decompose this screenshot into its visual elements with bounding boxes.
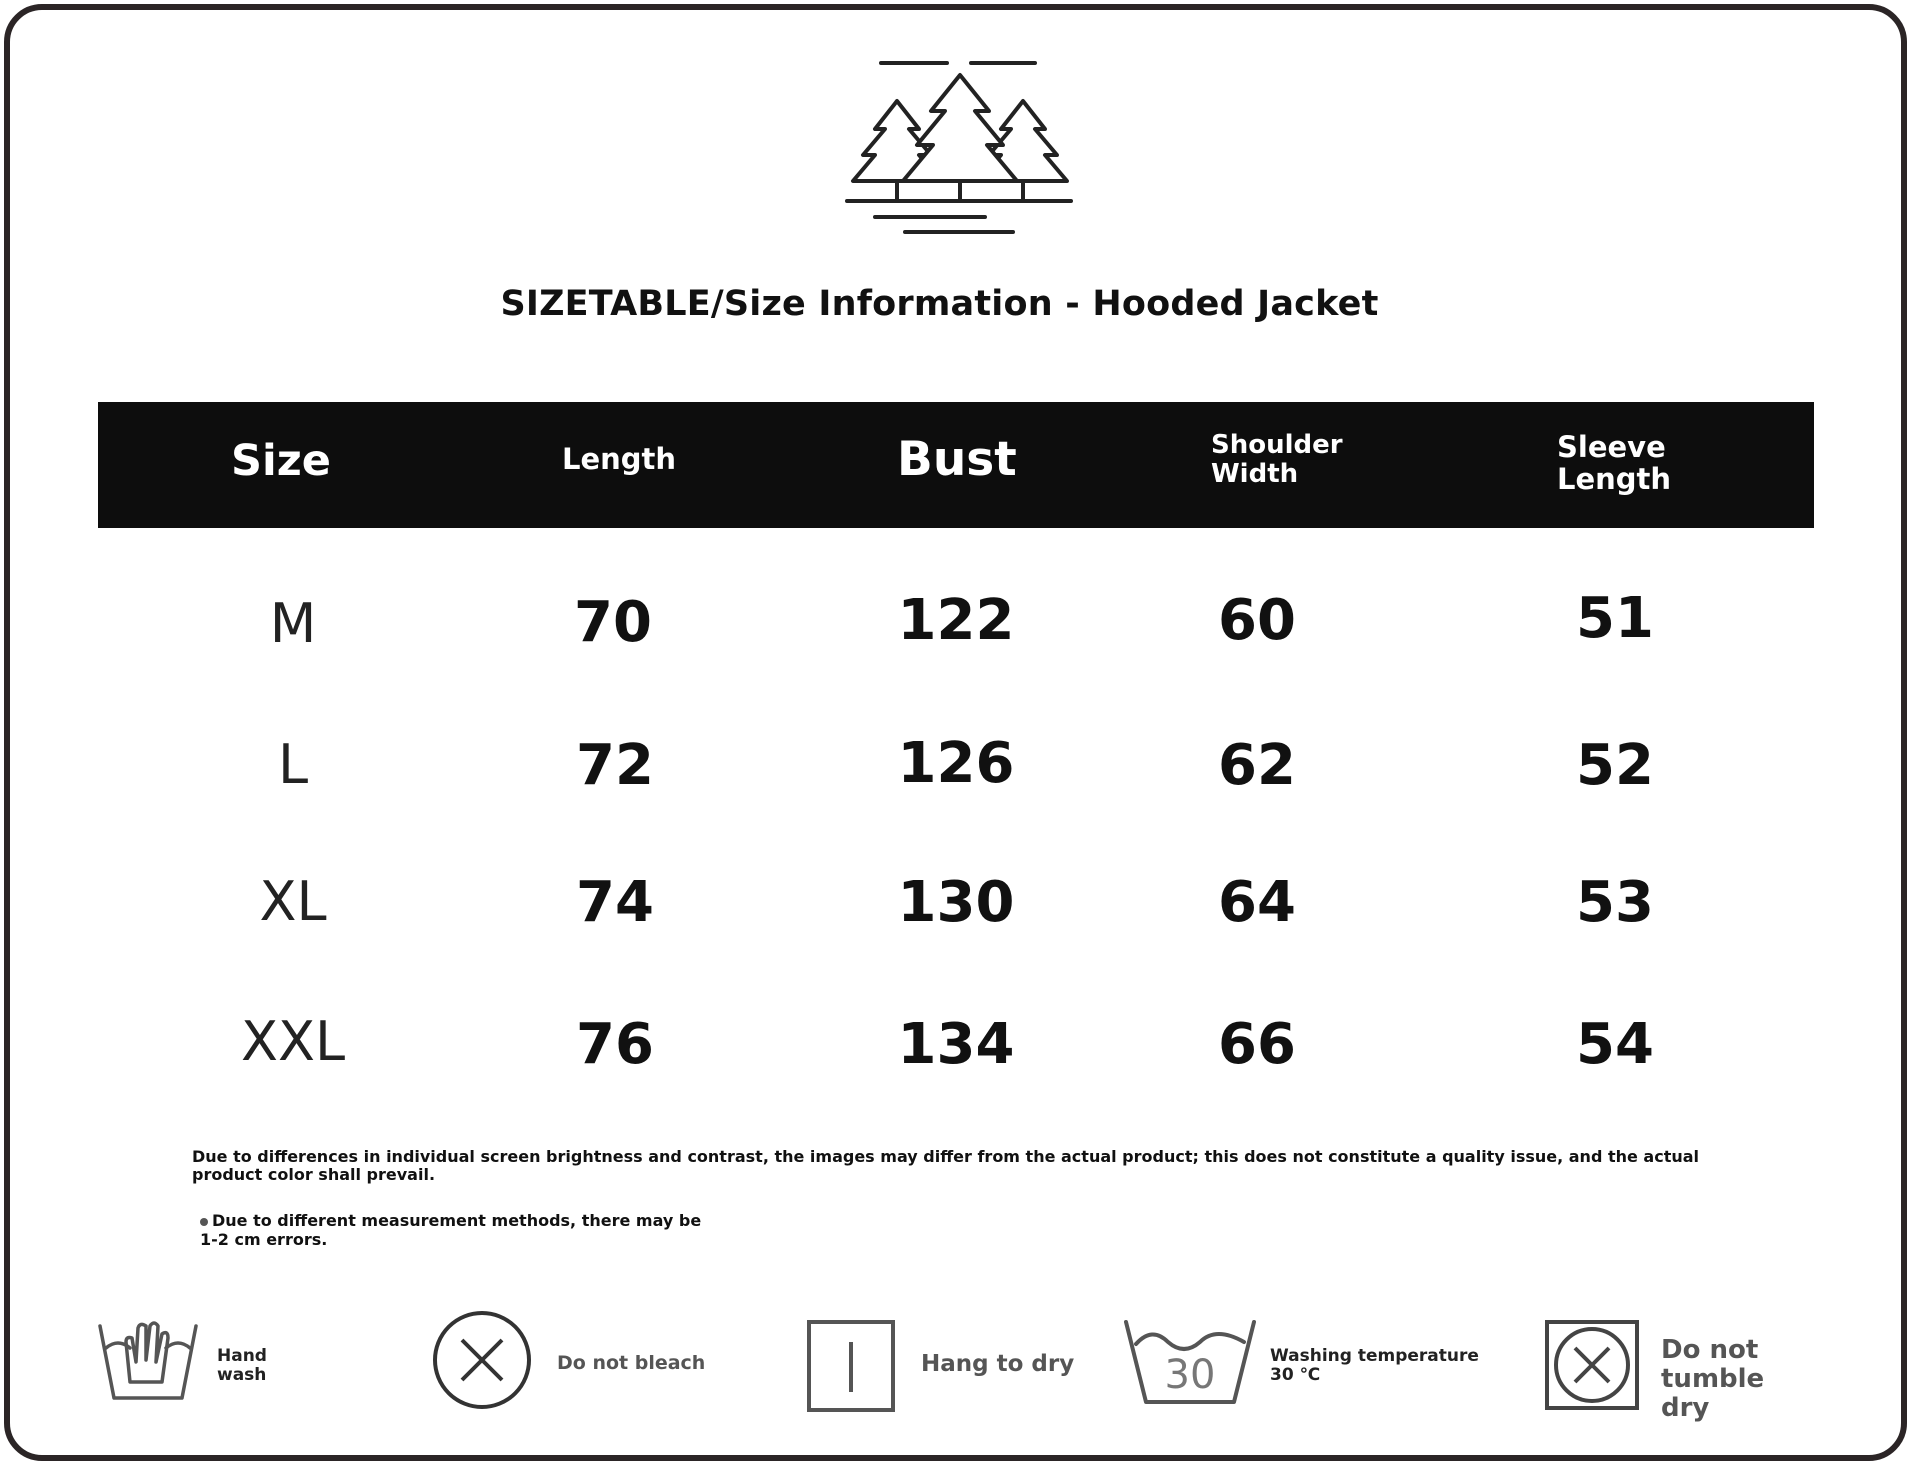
sleeve-cell: 51 — [1576, 586, 1654, 651]
hang-to-dry-label: Hang to dry — [921, 1351, 1075, 1377]
header-size: Size — [231, 436, 331, 486]
wash-temperature-label: Washing temperature 30 ℃ — [1270, 1346, 1479, 1385]
header-sleeve-line2: Length — [1557, 462, 1672, 496]
sleeve-cell: 54 — [1576, 1012, 1654, 1077]
screen-disclaimer: Due to differences in individual screen brightness and contrast, the images may differ from the actual product; this does not constitute a quality issue, and the actual product color shall prevail. — [192, 1147, 1700, 1184]
sleeve-cell: 53 — [1576, 870, 1654, 935]
size-cell: XXL — [240, 1010, 346, 1073]
measurement-note — [200, 1211, 720, 1249]
do-not-tumble-dry-label: Do not tumble dry — [1661, 1335, 1765, 1423]
bullet-icon — [200, 1218, 208, 1226]
shoulder-cell: 64 — [1218, 870, 1296, 935]
bust-cell: 126 — [897, 731, 1015, 796]
wash-temperature-value: 30 — [1164, 1352, 1216, 1398]
length-cell: 72 — [576, 733, 654, 798]
shoulder-cell: 66 — [1218, 1012, 1296, 1077]
page-title: SIZETABLE/Size Information - Hooded Jacket — [500, 284, 1379, 324]
header-sleeve-length — [1557, 431, 1727, 495]
measurement-note-text: Due to different measurement methods, there may be 1-2 cm errors. — [200, 1211, 702, 1249]
sleeve-cell: 52 — [1576, 733, 1654, 798]
size-cell: L — [277, 733, 309, 796]
bust-cell: 122 — [897, 588, 1015, 653]
header-shoulder-line1: Shoulder — [1211, 430, 1343, 460]
bust-cell: 134 — [897, 1012, 1015, 1077]
hand-wash-label: Hand wash — [217, 1346, 267, 1385]
length-cell: 74 — [576, 870, 654, 935]
wash-30-icon — [1122, 1316, 1258, 1408]
do-not-bleach-icon — [430, 1308, 534, 1412]
pine-trees-icon — [845, 55, 1075, 240]
shoulder-cell: 60 — [1218, 588, 1296, 653]
length-cell: 76 — [576, 1012, 654, 1077]
size-cell: M — [269, 592, 317, 655]
header-sleeve-line1: Sleeve — [1557, 430, 1666, 464]
bust-cell: 130 — [897, 870, 1015, 935]
header-shoulder-line2: Width — [1211, 459, 1299, 489]
header-length: Length — [562, 442, 677, 476]
length-cell: 70 — [574, 590, 652, 655]
hand-wash-icon — [96, 1312, 202, 1404]
header-shoulder-width — [1211, 431, 1371, 489]
header-bust: Bust — [897, 432, 1017, 487]
size-cell: XL — [259, 870, 327, 933]
shoulder-cell: 62 — [1218, 733, 1296, 798]
hang-to-dry-icon — [805, 1318, 897, 1414]
do-not-bleach-label: Do not bleach — [557, 1352, 706, 1374]
table-header — [98, 402, 1814, 528]
do-not-tumble-dry-icon — [1543, 1318, 1641, 1412]
